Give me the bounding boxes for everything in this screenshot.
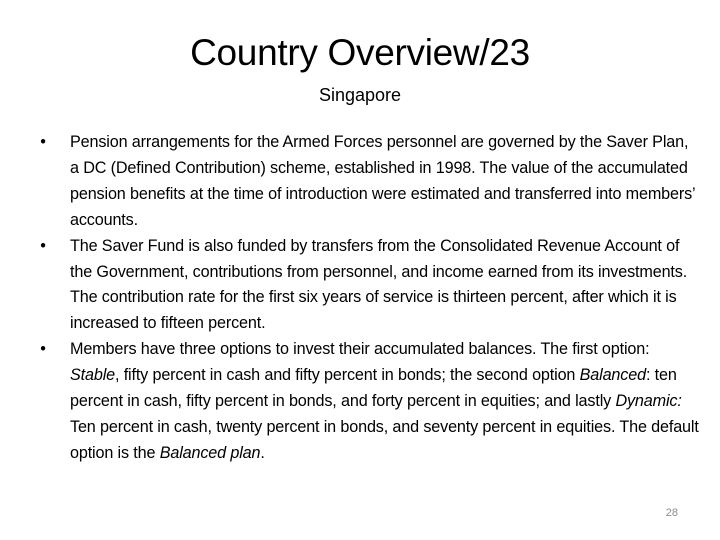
bullet-text-segment: : ten percent in cash, fifty percent in bonds, and forty percent in equities; and lastly xyxy=(70,366,677,411)
bullet-item xyxy=(36,130,700,234)
bullet-text: Pension arrangements for the Armed Forces personnel are governed by the Saver Plan, a DC (Defined Contribution) scheme, established in 1998. The value of the accumulated pension benefits at the time of introduction were estimated and transferred into members’ accounts. xyxy=(70,133,695,229)
bullet-dot-icon: • xyxy=(40,133,46,151)
bullet-dot-icon: • xyxy=(40,340,46,359)
bullet-text-segment: , fifty percent in cash and fifty percent in bonds; the second option xyxy=(115,366,580,385)
bullet-text-segment: Members have three options to invest their accumulated balances. The first option: xyxy=(70,340,650,359)
bullet-item xyxy=(36,234,700,338)
slide-subtitle: Singapore xyxy=(318,85,402,105)
bullet-dot-icon: • xyxy=(40,236,46,255)
bullet-text xyxy=(70,340,699,462)
page-number: 28 xyxy=(665,507,678,519)
option-stable-label: Stable xyxy=(70,366,115,385)
option-balanced-label: Balanced xyxy=(579,366,646,385)
bullet-text-segment: . xyxy=(260,443,265,462)
bullet-list xyxy=(36,130,700,467)
option-dynamic-label: Dynamic: xyxy=(615,392,682,411)
bullet-item xyxy=(36,337,700,467)
default-plan-label: Balanced plan xyxy=(159,443,261,462)
bullet-text: The Saver Fund is also funded by transfers from the Consolidated Revenue Account of the Government, contributions from personnel, and income earned from its investments. The contribution rate for the first six years of service is thirteen percent, after which it is increased to fifteen percent. xyxy=(70,236,688,333)
slide-title: Country Overview/23 xyxy=(190,32,530,73)
bullet-text-segment: Ten percent in cash, twenty percent in bonds, and seventy percent in equities. The default option is the xyxy=(70,417,699,462)
